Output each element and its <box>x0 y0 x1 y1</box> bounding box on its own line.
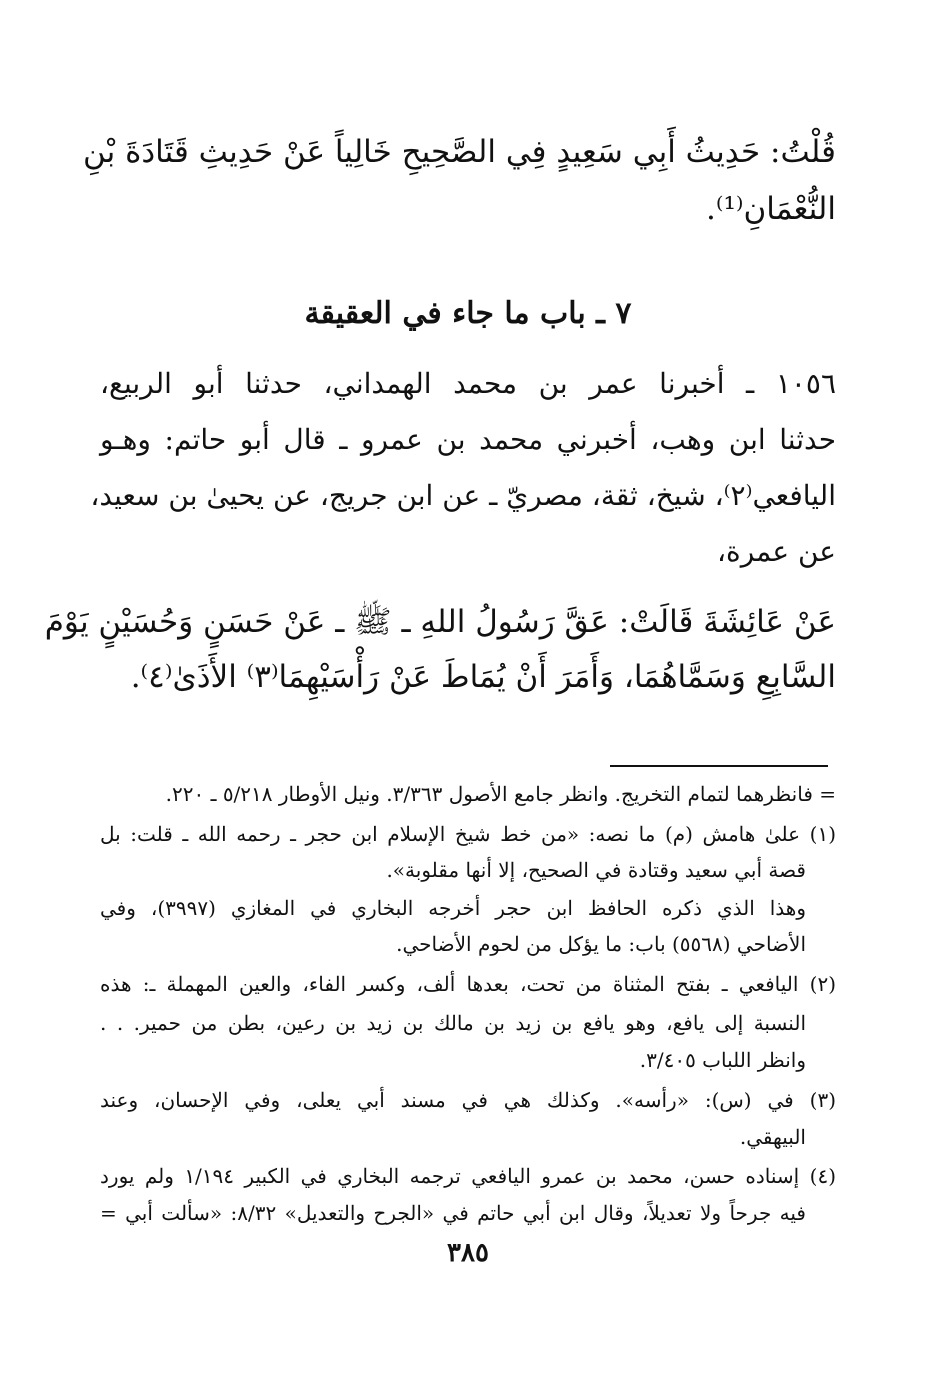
footnote-line: فيه جرحاً ولا تعديلاً، وقال ابن أبي حاتم في «الجرح والتعديل» ٨/٣٢: «سألت أبي = <box>100 1201 806 1225</box>
hadith-chain-line-4: عن عمرة، <box>717 535 836 568</box>
intro-line-1: قُلْتُ: حَدِيثُ أَبِي سَعِيدٍ فِي الصَّحِيحِ خَالِياً عَنْ حَدِيثِ قَتَادَةَ بْنِ <box>83 134 836 170</box>
hadith-chain-line-1: ١٠٥٦ ـ أخبرنا عمر بن محمد الهمداني، حدثنا أبو الربيع، <box>100 367 836 400</box>
footnote-line: وانظر اللباب ٣/٤٠٥. <box>639 1048 806 1072</box>
hadith-text-line-2: السَّابِعِ وَسَمَّاهُمَا، وَأَمَرَ أَنْ يُمَاطَ عَنْ رَأْسَيْهِمَا⁽٣⁾ الأَذَىٰ⁽٤⁾. <box>130 659 836 695</box>
footnote-separator <box>610 765 828 767</box>
intro-line-2: النُّعْمَانِ⁽¹⁾. <box>705 191 836 227</box>
footnote-line: (٢) اليافعي ـ بفتح المثناة من تحت، بعدها ألف، وكسر الفاء، والعين المهملة ـ: هذه <box>100 972 836 996</box>
page-number: ٣٨٥ <box>447 1238 489 1268</box>
chapter-heading: ٧ ـ باب ما جاء في العقيقة <box>304 296 632 331</box>
footnote-line: الأضاحي (٥٥٦٨) باب: ما يؤكل من لحوم الأضاحي. <box>396 932 806 956</box>
hadith-text-line-1: عَنْ عَائِشَةَ قَالَتْ: عَقَّ رَسُولُ اللهِ ـ ﷺ ـ عَنْ حَسَنٍ وَحُسَيْنٍ يَوْمَ <box>44 604 836 640</box>
footnote-line: (١) علىٰ هامش (م) ما نصه: «من خط شيخ الإسلام ابن حجر ـ رحمه الله ـ قلت: بل <box>100 822 836 846</box>
footnote-line: (٣) في (س): «رأسه». وكذلك هي في مسند أبي يعلى، وفي الإحسان، وعند <box>100 1088 836 1112</box>
footnote-line: (٤) إسناده حسن، محمد بن عمرو اليافعي ترجمه البخاري في الكبير ١/١٩٤ ولم يورد <box>100 1164 836 1188</box>
footnote-line: قصة أبي سعيد وقتادة في الصحيح، إلا أنها مقلوبة». <box>386 858 806 882</box>
footnote-line: النسبة إلى يافع، وهو يافع بن زيد بن مالك بن زيد بن رعين، بطن من حمير. . . <box>100 1011 806 1035</box>
footnote-line: وهذا الذي ذكره الحافظ ابن حجر أخرجه البخاري في المغازي (٣٩٩٧)، وفي <box>100 896 806 920</box>
footnote-line: البيهقي. <box>739 1125 806 1149</box>
hadith-chain-line-2: حدثنا ابن وهب، أخبرني محمد بن عمرو ـ قال أبو حاتم: وهـو <box>100 423 836 456</box>
footnote-line: = فانظرهما لتمام التخريج. وانظر جامع الأصول ٣/٣٦٣. ونيل الأوطار ٥/٢١٨ ـ ٢٢٠. <box>165 782 836 806</box>
hadith-chain-line-3: اليافعي⁽٢⁾، شيخ، ثقة، مصريّ ـ عن ابن جريج، عن يحيىٰ بن سعيد، <box>90 479 836 512</box>
